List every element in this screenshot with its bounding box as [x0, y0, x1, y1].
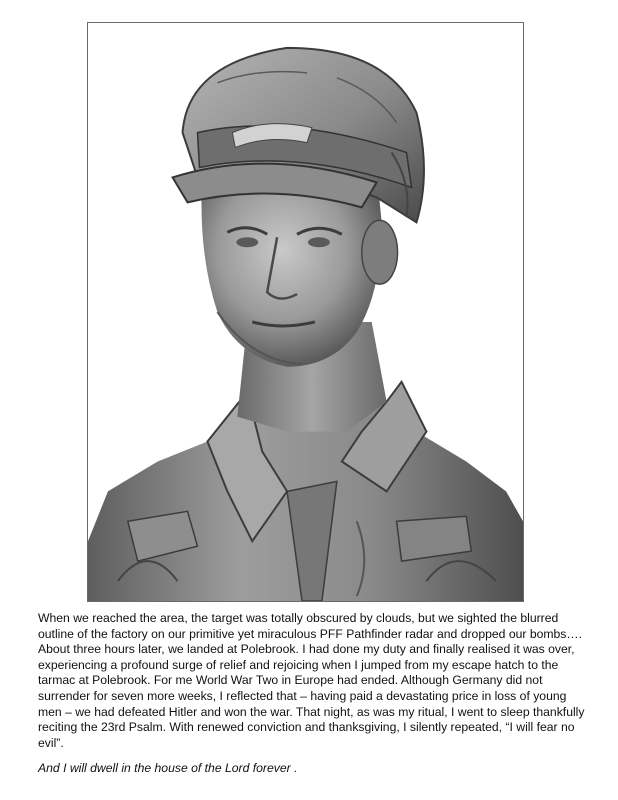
clay-bust-image — [88, 23, 523, 601]
sculpture-photo — [87, 22, 524, 602]
closing-quote: And I will dwell in the house of the Lord forever . — [38, 761, 298, 775]
narrative-paragraph: When we reached the area, the target was totally obscured by clouds, but we sighted the blurred outline of the factory on our primitive yet miraculous PFF Pathfinder radar and dropped our bombs…. About three hours later, we landed at Polebrook. I had done my duty and finally realised it was over, experiencing a profound surge of relief and rejoicing when I jumped from my escape hatch to the tarmac at Polebrook. For me World War Two in Europe had ended. Although Germany did not surrender for seven more weeks, I reflected that – having paid a devastating price in loss of young men – we had defeated Hitler and won the war. That night, as was my ritual, I went to sleep thankfully reciting the 23rd Psalm. With renewed conviction and thanksgiving, I silently repeated, “I will fear no evil”. — [38, 611, 585, 750]
